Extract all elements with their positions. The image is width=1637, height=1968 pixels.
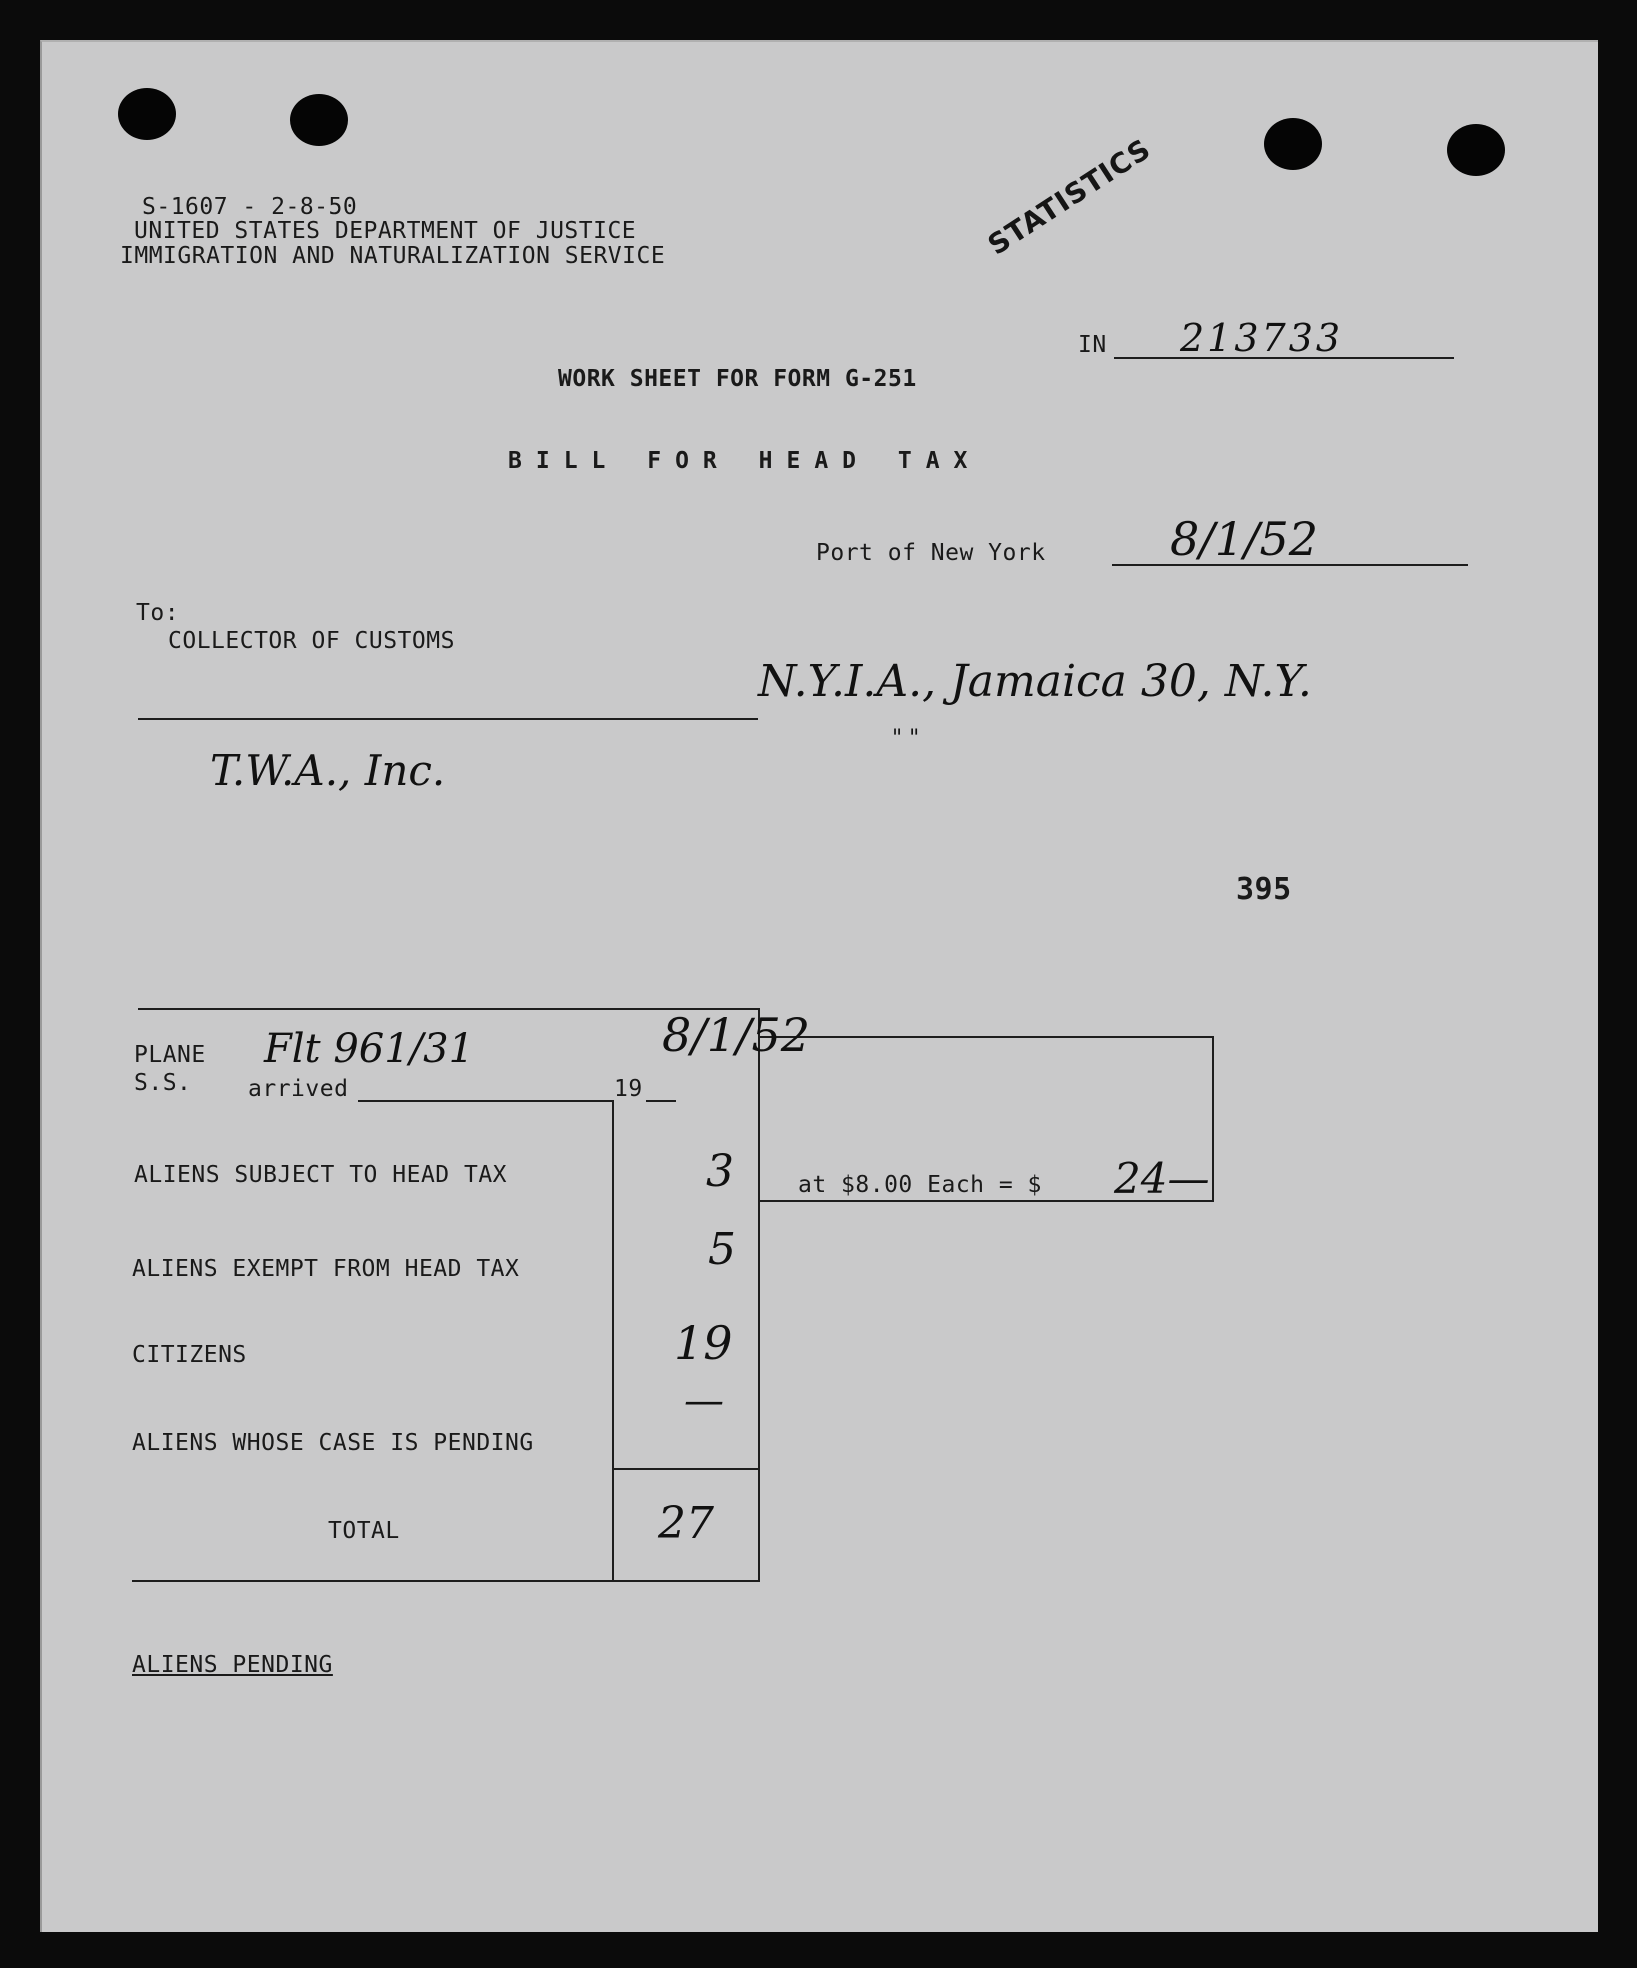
statistics-stamp: STATISTICS [982,132,1157,262]
arrived-line [358,1100,614,1102]
row-label-pending: ALIENS WHOSE CASE IS PENDING [132,1430,534,1456]
tax-box-right [1212,1036,1214,1202]
arrived-label: arrived [248,1076,349,1102]
carrier-name: T.W.A., Inc. [210,746,446,795]
tax-amount: 24— [1114,1154,1210,1203]
punch-hole-1 [118,88,176,140]
row-value-subject: 3 [706,1146,734,1197]
port-date: 8/1/52 [1170,512,1319,566]
ditto-marks: " " [892,726,920,751]
aliens-pending-heading: ALIENS PENDING [132,1652,333,1678]
row-label-exempt: ALIENS EXEMPT FROM HEAD TAX [132,1256,520,1282]
row-label-citizens: CITIZENS [132,1342,247,1368]
punch-hole-3 [1264,118,1322,170]
in-number: 213733 [1180,316,1344,360]
values-left-line [612,1100,614,1580]
reference-number: 395 [1236,872,1292,907]
date-line [646,1100,676,1102]
in-label: IN [1078,332,1107,358]
service-name: IMMIGRATION AND NATURALIZATION SERVICE [120,243,666,269]
form-code: S-1607 - 2-8-50 [142,194,358,220]
total-label: TOTAL [328,1518,400,1544]
collector-line [138,718,758,720]
row-value-pending: — [684,1378,724,1424]
arrival-date: 8/1/52 [662,1008,811,1062]
punch-hole-2 [290,94,348,146]
document-sheet [40,40,1598,1932]
row-value-citizens: 19 [674,1316,733,1370]
ss-label: S.S. [134,1070,192,1096]
bill-title: BILL FOR HEAD TAX [508,448,982,474]
collector-location: N.Y.I.A., Jamaica 30, N.Y. [758,656,1312,707]
department-name: UNITED STATES DEPARTMENT OF JUSTICE [134,218,637,244]
to-label: To: [136,600,180,626]
punch-hole-4 [1447,124,1505,176]
port-label: Port of New York [816,540,1046,566]
total-value: 27 [658,1498,714,1549]
collector-label: COLLECTOR OF CUSTOMS [168,628,455,654]
plane-label: PLANE [134,1042,206,1068]
work-sheet-title: WORK SHEET FOR FORM G-251 [558,366,917,392]
tax-box-top [758,1036,1214,1038]
row-label-subject: ALIENS SUBJECT TO HEAD TAX [134,1162,508,1188]
table-right-line [758,1008,760,1580]
flight-number: Flt 961/31 [264,1026,475,1072]
rate-text: at $8.00 Each = $ [798,1172,1042,1198]
table-bottom-line [132,1580,760,1582]
total-top-line [612,1468,760,1470]
year-prefix: 19 [614,1076,643,1102]
row-value-exempt: 5 [708,1224,736,1275]
